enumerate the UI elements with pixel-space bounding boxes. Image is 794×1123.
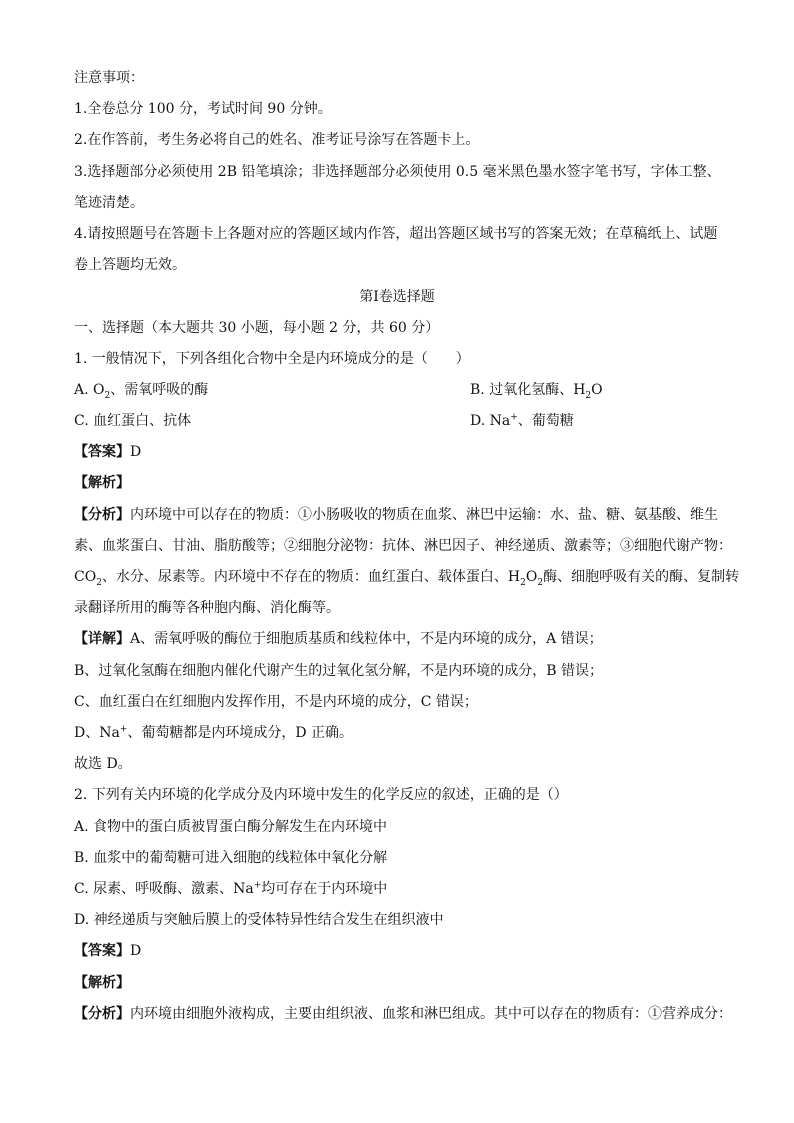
q1-stem: 1. 一般情况下，下列各组化合物中全是内环境成分的是（ ） <box>74 351 470 367</box>
q2-option-b: B. 血浆中的葡萄糖可进入细胞的线粒体中氧化分解 <box>74 850 388 866</box>
q1-xiangjie-1: 【详解】A、需氧呼吸的酶位于细胞质基质和线粒体中，不是内环境的成分，A 错误； <box>74 631 603 647</box>
q1-xiangjie-3: C、血红蛋白在红细胞内发挥作用，不是内环境的成分，C 错误； <box>74 694 478 710</box>
notice-item-4-cont: 卷上答题均无效。 <box>74 257 186 273</box>
q1-analysis-tag: 【解析】 <box>74 475 130 491</box>
q1-answer: 【答案】D <box>74 444 142 460</box>
q1-option-b: B. 过氧化氢酶、$H_2O$ <box>470 382 603 401</box>
q2-answer: 【答案】D <box>74 943 142 959</box>
notice-item-1: 1.全卷总分 100 分，考试时间 90 分钟。 <box>74 101 332 117</box>
notice-item-4: 4.请按照题号在答题卡上各题对应的答题区域内作答，超出答题区域书写的答案无效；在草稿纸上、试题 <box>74 226 718 242</box>
q2-stem: 2. 下列有关内环境的化学成分及内环境中发生的化学反应的叙述，正确的是（） <box>74 787 568 803</box>
notice-item-2: 2.在作答前，考生务必将自己的姓名、准考证号涂写在答题卡上。 <box>74 132 480 148</box>
q2-option-a: A. 食物中的蛋白质被胃蛋白酶分解发生在内环境中 <box>74 819 388 835</box>
q1-option-d: D. Na+、葡萄糖 <box>470 412 574 429</box>
q1-fenxi-3: $CO_2$、水分、尿素等。内环境中不存在的物质：血红蛋白、载体蛋白、$H_2O_2$酶、细胞呼吸有关的酶、复制转 <box>74 569 740 588</box>
q1-options-cd <box>74 410 754 432</box>
volume-title: 第Ⅰ卷选择题 <box>359 289 435 305</box>
notice-title: 注意事项： <box>74 70 144 86</box>
q1-fenxi-4: 录翻译所用的酶等各种胞内酶、消化酶等。 <box>74 600 340 616</box>
q1-conclusion: 故选 D。 <box>74 756 132 772</box>
q1-option-c: C. 血红蛋白、抗体 <box>74 413 192 429</box>
section-title: 一、选择题（本大题共 30 小题，每小题 2 分，共 60 分） <box>74 320 440 336</box>
q1-option-a: A. $O_2$、需氧呼吸的酶 <box>74 382 209 401</box>
q2-option-c: C. 尿素、呼吸酶、激素、Na+均可存在于内环境中 <box>74 880 388 897</box>
notice-item-3: 3.选择题部分必须使用 2B 铅笔填涂；非选择题部分必须使用 0.5 毫米黑色墨水签字笔书写，字体工整、 <box>74 164 721 180</box>
q1-fenxi-2: 素、血浆蛋白、甘油、脂肪酸等；②细胞分泌物：抗体、淋巴因子、神经递质、激素等；③细胞代谢产物： <box>74 538 732 554</box>
q1-xiangjie-2: B、过氧化氢酶在细胞内催化代谢产生的过氧化氢分解，不是内环境的成分，B 错误； <box>74 663 604 679</box>
q1-options-ab <box>74 379 754 401</box>
q1-xiangjie-4: D、Na+、葡萄糖都是内环境成分，D 正确。 <box>74 724 354 741</box>
notice-item-3-cont: 笔迹清楚。 <box>74 195 144 211</box>
q2-option-d: D. 神经递质与突触后膜上的受体特异性结合发生在组织液中 <box>74 912 444 928</box>
q2-analysis-tag: 【解析】 <box>74 975 130 991</box>
q1-fenxi-1: 【分析】内环境中可以存在的物质：①小肠吸收的物质在血浆、淋巴中运输：水、盐、糖、氨基酸、维生 <box>74 507 718 523</box>
q2-fenxi-1: 【分析】内环境由细胞外液构成，主要由组织液、血浆和淋巴组成。其中可以存在的物质有：①营养成分： <box>74 1006 732 1022</box>
